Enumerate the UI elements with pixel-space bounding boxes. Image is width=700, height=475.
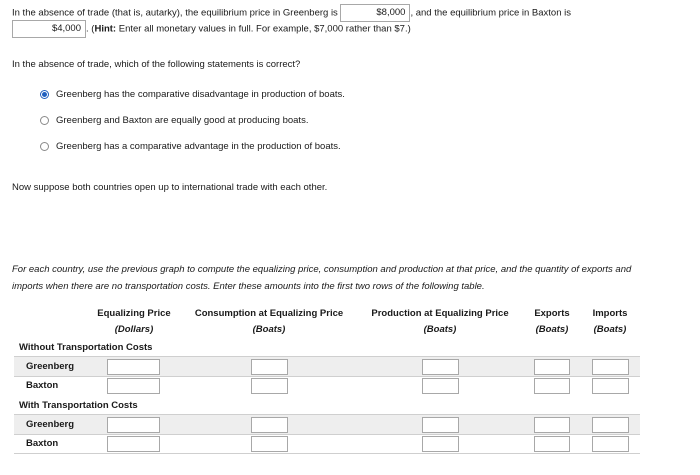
hint-label: Hint: (94, 23, 117, 35)
equalizing-price-input[interactable] (107, 436, 160, 452)
row-label: Greenberg (26, 361, 75, 372)
exports-input[interactable] (534, 436, 570, 452)
row-label: Baxton (26, 380, 59, 391)
option-label: Greenberg and Baxton are equally good at producing boats. (56, 115, 309, 126)
production-input[interactable] (422, 436, 459, 452)
imports-input[interactable] (592, 359, 629, 375)
consumption-input[interactable] (251, 436, 288, 452)
row-label: Baxton (26, 438, 59, 449)
consumption-input[interactable] (251, 378, 288, 394)
greenberg-autarky-price-input[interactable]: $8,000 (340, 4, 410, 22)
hint-open: . ( (86, 23, 95, 35)
hint-text: Enter all monetary values in full. For example, $7,000 rather than $7.) (118, 23, 411, 35)
group-label-without-transport: Without Transportation Costs (19, 342, 153, 353)
instructions-line-1: For each country, use the previous graph to compute the equalizing price, consumption and production at that price, and the quantity of exports and (12, 264, 632, 275)
exports-input[interactable] (534, 378, 570, 394)
intro-prefix-text: In the absence of trade (that is, autarky), the equilibrium price in Greenberg is (12, 7, 338, 19)
table-row-greenberg-transport (14, 415, 640, 434)
radio-selected-icon[interactable] (40, 90, 49, 99)
equalizing-price-input[interactable] (107, 417, 160, 433)
column-header-equalizing-price: Equalizing Price (Dollars) (97, 308, 171, 335)
consumption-input[interactable] (251, 359, 288, 375)
question-text: In the absence of trade, which of the following statements is correct? (12, 59, 301, 70)
production-input[interactable] (422, 359, 459, 375)
equalizing-price-input[interactable] (107, 378, 160, 394)
column-header-production: Production at Equalizing Price (Boats) (371, 308, 509, 335)
column-header-imports: Imports (Boats) (592, 308, 628, 335)
imports-input[interactable] (592, 436, 629, 452)
imports-input[interactable] (592, 417, 629, 433)
row-label: Greenberg (26, 419, 75, 430)
option-comparative-advantage[interactable] (40, 141, 341, 152)
table-divider (14, 453, 640, 454)
equalizing-price-input[interactable] (107, 359, 160, 375)
intro-line-2 (12, 20, 411, 39)
group-label-with-transport: With Transportation Costs (19, 400, 138, 411)
table-row-greenberg-no-transport (14, 357, 640, 376)
column-header-consumption: Consumption at Equalizing Price (Boats) (194, 308, 344, 335)
option-label: Greenberg has a comparative advantage in the production of boats. (56, 141, 341, 152)
trade-open-text: Now suppose both countries open up to international trade with each other. (12, 182, 328, 193)
exports-input[interactable] (534, 417, 570, 433)
exports-input[interactable] (534, 359, 570, 375)
production-input[interactable] (422, 417, 459, 433)
option-equally-good[interactable] (40, 115, 308, 126)
baxton-autarky-price-input[interactable]: $4,000 (12, 20, 86, 38)
option-label: Greenberg has the comparative disadvantage in production of boats. (56, 89, 345, 100)
imports-input[interactable] (592, 378, 629, 394)
intro-suffix-text: , and the equilibrium price in Baxton is (410, 7, 571, 19)
option-comparative-disadvantage[interactable] (40, 89, 345, 100)
table-row-baxton-transport (14, 434, 640, 453)
column-header-exports: Exports (Boats) (534, 308, 570, 335)
consumption-input[interactable] (251, 417, 288, 433)
table-row-baxton-no-transport (14, 376, 640, 395)
production-input[interactable] (422, 378, 459, 394)
instructions-line-2: imports when there are no transportation costs. Enter these amounts into the first two rows of the following table. (12, 281, 485, 292)
radio-unselected-icon[interactable] (40, 142, 49, 151)
radio-unselected-icon[interactable] (40, 116, 49, 125)
